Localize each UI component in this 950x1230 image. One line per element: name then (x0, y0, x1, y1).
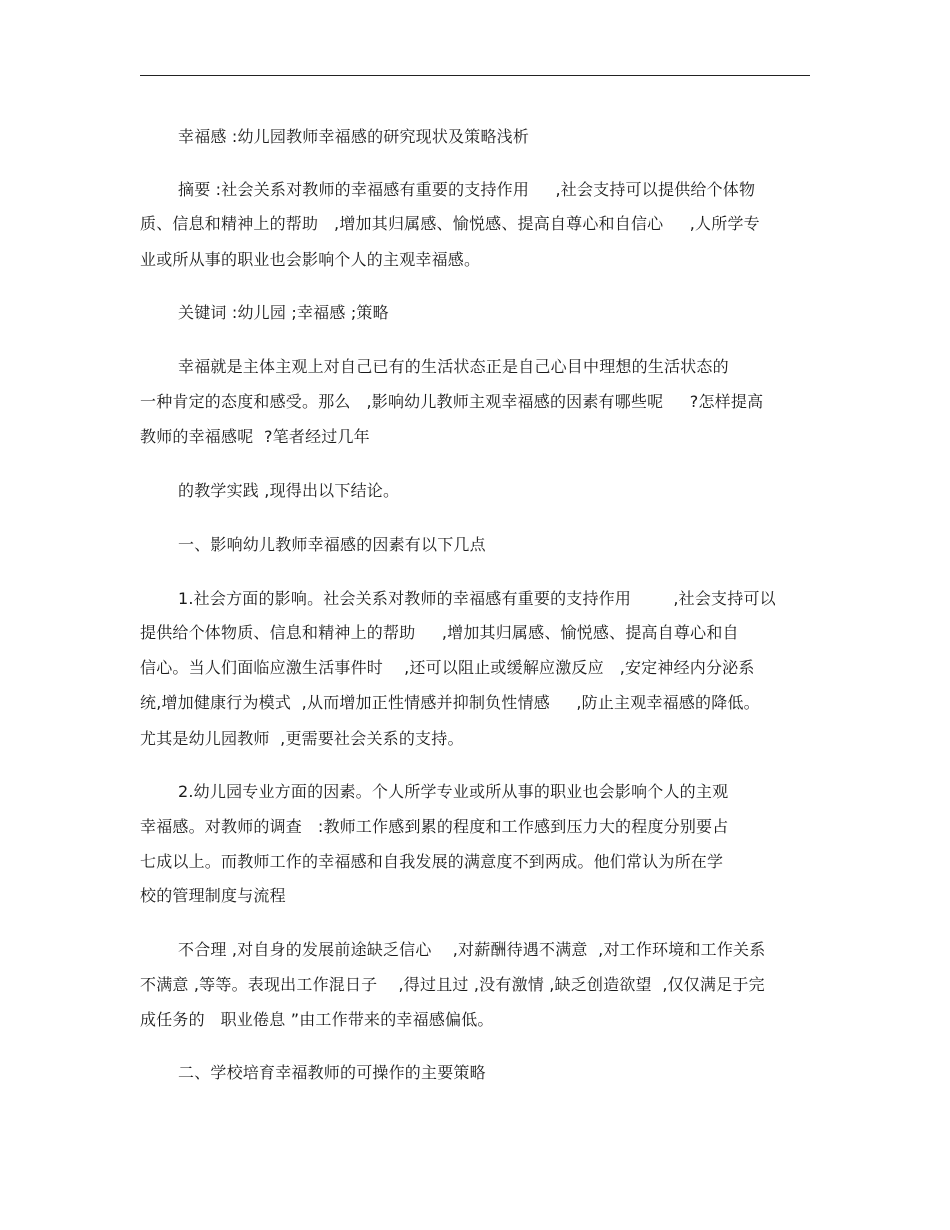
point1-line: 尤其是幼儿园教师 ,更需要社会关系的支持。 (140, 729, 464, 748)
point1-line: 统,增加健康行为模式 ,从而增加正性情感并抑制负性情感 ,防止主观幸福感的降低。 (140, 693, 760, 712)
intro-line: 一种肯定的态度和感受。那么 ,影响幼儿教师主观幸福感的因素有哪些呢 ?怎样提高 (140, 392, 764, 411)
point1-line: 提供给个体物质、信息和精神上的帮助 ,增加其归属感、愉悦感、提高自尊心和自 (140, 623, 739, 642)
intro-line: 教师的幸福感呢 ?笔者经过几年 (140, 427, 370, 446)
section-heading-1: 一、影响幼儿教师幸福感的因素有以下几点 (178, 535, 486, 554)
intro-continuation: 的教学实践 ,现得出以下结论。 (178, 481, 400, 500)
abstract-line: 摘要 :社会关系对教师的幸福感有重要的支持作用 ,社会支持可以提供给个体物 (178, 180, 756, 199)
point2-continuation-line: 不合理 ,对自身的发展前途缺乏信心 ,对薪酬待遇不满意 ,对工作环境和工作关系 (178, 940, 766, 959)
abstract-line: 质、信息和精神上的帮助 ,增加其归属感、愉悦感、提高自尊心和自信心 ,人所学专 (140, 214, 760, 233)
point2-line: 七成以上。而教师工作的幸福感和自我发展的满意度不到两成。他们常认为所在学 (140, 852, 724, 871)
keywords-line: 关键词 :幼儿园 ;幸福感 ;策略 (178, 303, 389, 322)
document-title: 幸福感 :幼儿园教师幸福感的研究现状及策略浅析 (178, 127, 530, 146)
point2-line: 幸福感。对教师的调查 :教师工作感到累的程度和工作感到压力大的程度分别要占 (140, 817, 729, 836)
header-rule (140, 75, 810, 76)
section-heading-2: 二、学校培育幸福教师的可操作的主要策略 (178, 1063, 486, 1082)
point1-line: 1.社会方面的影响。社会关系对教师的幸福感有重要的支持作用 ,社会支持可以 (178, 589, 776, 608)
point2-continuation-line: 成任务的 职业倦息 ”由工作带来的幸福感偏低。 (140, 1010, 494, 1029)
intro-line: 幸福就是主体主观上对自己已有的生活状态正是自己心目中理想的生活状态的 (178, 357, 729, 376)
point2-line: 2.幼儿园专业方面的因素。个人所学专业或所从事的职业也会影响个人的主观 (178, 782, 729, 801)
point2-line: 校的管理制度与流程 (140, 886, 286, 905)
point2-continuation-line: 不满意 ,等等。表现出工作混日子 ,得过且过 ,没有激情 ,缺乏创造欲望 ,仅仅满足于完 (140, 975, 765, 994)
point1-line: 信心。当人们面临应激生活事件时 ,还可以阻止或缓解应激反应 ,安定神经内分泌系 (140, 658, 755, 677)
abstract-line: 业或所从事的职业也会影响个人的主观幸福感。 (140, 250, 481, 269)
